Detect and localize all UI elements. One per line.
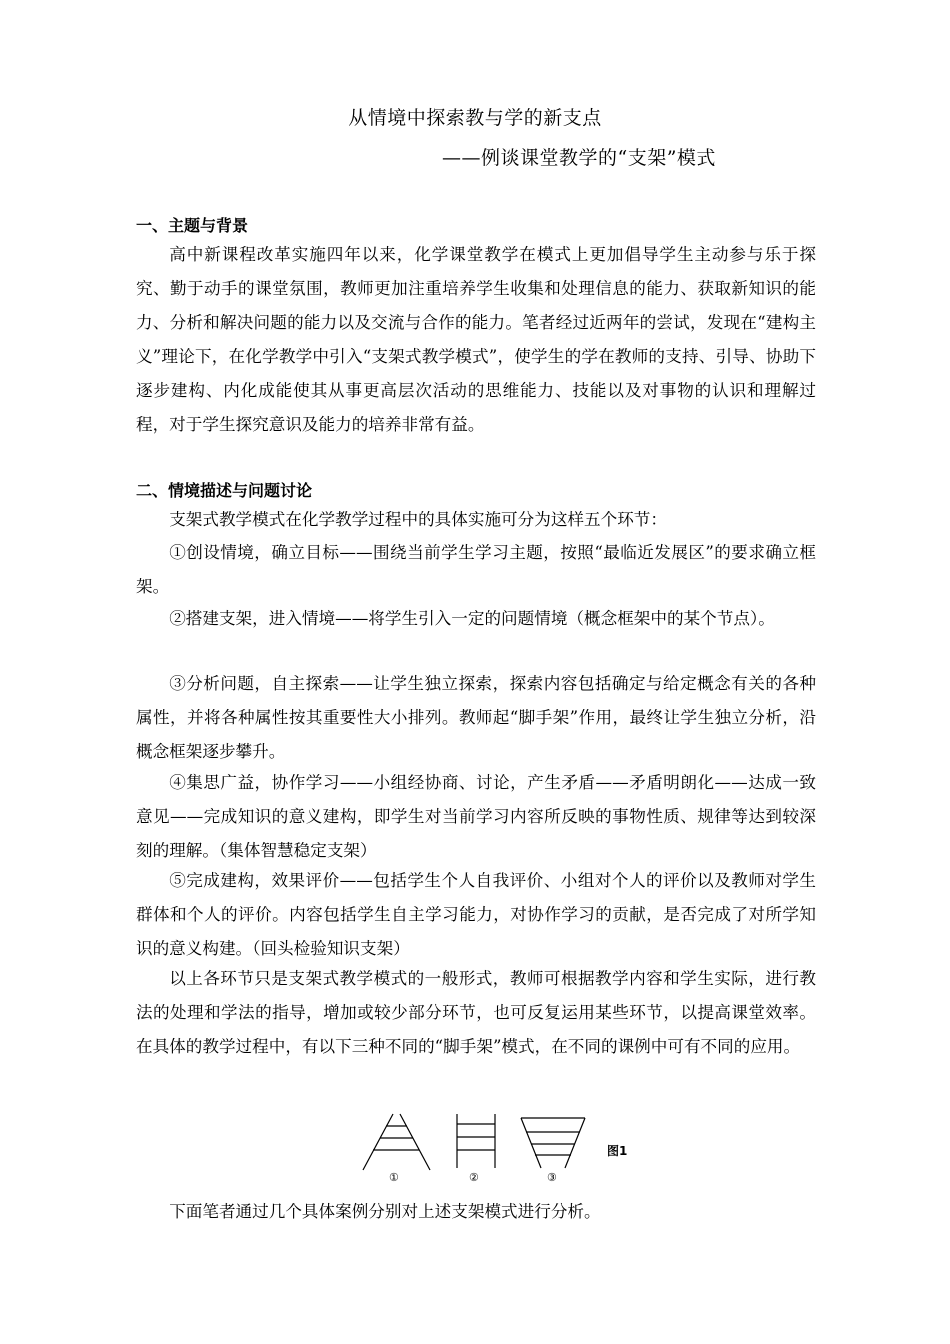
page-subtitle: ——例谈课堂教学的“支架”模式 [442, 147, 716, 169]
figure-number-3: ③ [547, 1171, 557, 1184]
scaffold-type-1-icon [363, 1114, 430, 1170]
figure-number-1: ① [389, 1171, 399, 1184]
closing-paragraph: 下面笔者通过几个具体案例分别对上述支架模式进行分析。 [169, 1202, 601, 1221]
step-1-paragraph: ①创设情境，确立目标——围绕当前学生学习主题，按照“最临近发展区”的要求确立框架。 [136, 543, 816, 596]
section-heading-2: 二、情境描述与问题讨论 [136, 481, 313, 500]
step-3-paragraph: ③分析问题，自主探索——让学生独立探索，探索内容包括确定与给定概念有关的各种属性，并将各种属性按其重要性大小排列。教师起“脚手架”作用，最终让学生独立分析，沿概念框架逐步攀升。 [136, 674, 816, 761]
step-4-paragraph: ④集思广益，协作学习——小组经协商、讨论，产生矛盾——矛盾明朗化——达成一致意见——完成知识的意义建构，即学生对当前学习内容所反映的事物性质、规律等达到较深刻的理解。（集体智慧稳定支架） [136, 773, 816, 860]
scaffold-figure [355, 1110, 645, 1190]
figure-number-2: ② [469, 1171, 479, 1184]
step-5-paragraph: ⑤完成建构，效果评价——包括学生个人自我评价、小组对个人的评价以及教师对学生群体和个人的评价。内容包括学生自主学习能力，对协作学习的贡献，是否完成了对所学知识的意义构建。（回头检验知识支架） [136, 871, 816, 958]
section-2-intro: 支架式教学模式在化学教学过程中的具体实施可分为这样五个环节： [169, 510, 667, 529]
page-title: 从情境中探索教与学的新支点 [348, 107, 602, 129]
scaffold-type-3-icon [521, 1118, 585, 1168]
figure-label: 图1 [607, 1144, 628, 1158]
section-1-paragraph: 高中新课程改革实施四年以来，化学课堂教学在模式上更加倡导学生主动参与乐于探究、勤于动手的课堂氛围，教师更加注重培养学生收集和处理信息的能力、获取新知识的能力、分析和解决问题的能力以及交流与合作的能力。笔者经过近两年的尝试，发现在“建构主义”理论下，在化学教学中引入“支架式教学模式”，使学生的学在教师的支持、引导、协助下逐步建构、内化成能使其从事更高层次活动的思维能力、技能以及对事物的认识和理解过程，对于学生探究意识及能力的培养非常有益。 [136, 245, 816, 434]
step-2-paragraph: ②搭建支架，进入情境——将学生引入一定的问题情境（概念框架中的某个节点）。 [169, 609, 775, 628]
scaffold-type-2-icon [457, 1114, 495, 1168]
section-heading-1: 一、主题与背景 [136, 216, 249, 235]
summary-paragraph: 以上各环节只是支架式教学模式的一般形式，教师可根据教学内容和学生实际，进行教法的处理和学法的指导，增加或较少部分环节，也可反复运用某些环节，以提高课堂效率。在具体的教学过程中，有以下三种不同的“脚手架”模式，在不同的课例中可有不同的应用。 [136, 969, 816, 1056]
